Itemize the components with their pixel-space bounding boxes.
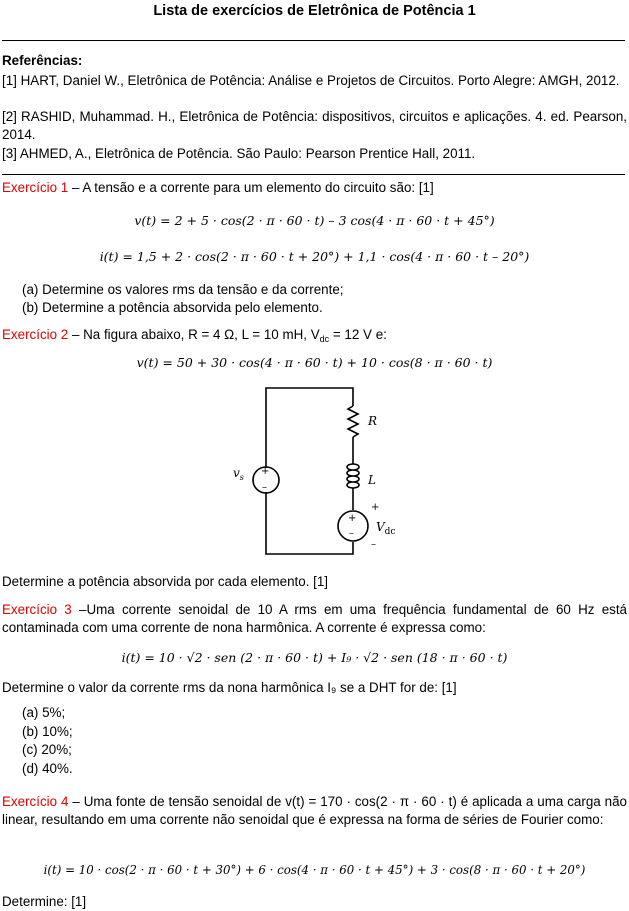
vs-minus-sign: –: [262, 482, 267, 493]
exercise-4-label: Exercício 4: [2, 794, 69, 809]
reference-2: [2] RASHID, Muhammad. H., Eletrônica de Potência: dispositivos, circuitos e aplicações. 4. ed. Pearson, 2014.: [2, 109, 627, 142]
exercise-1-text: – A tensão e a corrente para um elemento do circuito são: [1]: [68, 180, 434, 195]
exercise-4-text: – Uma fonte de tensão senoidal de v(t) = 170 · cos(2 · π · 60 · t) é aplicada a uma carga não linear, resultando em uma corrente não senoidal que é expressa na forma de séries de Fourier como:: [2, 794, 627, 827]
vdc-plus-sign: +: [371, 502, 380, 513]
references-divider: [2, 174, 625, 175]
exercise-3-item-a: (a) 5%;: [22, 705, 66, 720]
exercise-2-question: Determine a potência absorvida por cada elemento. [1]: [2, 574, 329, 589]
exercise-2-equation: v(t) = 50 + 30 · cos(4 · π · 60 · t) + 10 · cos(8 · π · 60 · t): [136, 355, 493, 370]
exercise-2-statement: Exercício 2 – Na figura abaixo, R = 4 Ω, L = 10 mH, $V_{dc} = 12$ V e:: [2, 327, 387, 344]
exercise-1-label: Exercício 1: [2, 180, 69, 195]
exercise-1-current-equation: i(t) = 1,5 + 2 · cos(2 · π · 60 · t + 20°) + 1,1 · cos(4 · π · 60 · t – 20°): [99, 249, 530, 264]
reference-3: [3] AHMED, A., Eletrônica de Potência. São Paulo: Pearson Prentice Hall, 2011.: [2, 146, 476, 161]
exercise-1-item-b: (b) Determine a potência absorvida pelo elemento.: [22, 300, 323, 315]
vdc-minus-sign: –: [371, 539, 376, 550]
page-title: Lista de exercícios de Eletrônica de Potência 1: [153, 3, 476, 19]
references-heading: Referências:: [2, 53, 83, 68]
exercise-3-statement: [2, 601, 627, 637]
exercise-3-item-d: (d) 40%.: [22, 761, 73, 776]
exercise-3-item-b: (b) 10%;: [22, 724, 73, 739]
vdc-label: $V_{dc}$: [376, 520, 396, 537]
exercise-1-item-a: (a) Determine os valores rms da tensão e da corrente;: [22, 282, 344, 297]
circuit-diagram: [225, 380, 425, 560]
vs-label: $v_s$: [233, 466, 244, 482]
exercise-1-voltage-equation: v(t) = 2 + 5 · cos(2 · π · 60 · t) – 3 cos(4 · π · 60 · t + 45°): [134, 213, 495, 228]
exercise-4-question: Determine: [1]: [2, 894, 87, 909]
exercise-3-text: –Uma corrente senoidal de 10 A rms em uma frequência fundamental de 60 Hz está contaminada com uma corrente de nona harmônica. A corrente é expressa como:: [2, 602, 628, 635]
exercise-3-question: Determine o valor da corrente rms da nona harmônica I₉ se a DHT for de: [1]: [2, 680, 457, 695]
exercise-4-equation: i(t) = 10 · cos(2 · π · 60 · t + 30°) + 6 · cos(4 · π · 60 · t + 45°) + 3 · cos(8 · π · 60 · t + 20°): [43, 863, 586, 877]
exercise-3-item-c: (c) 20%;: [22, 742, 72, 757]
top-divider: [2, 40, 625, 41]
resistor-label: R: [368, 414, 378, 428]
exercise-1-statement: [2, 179, 627, 197]
vdc-plus-inner: +: [348, 513, 357, 524]
inductor-label: L: [368, 473, 376, 487]
vdc-minus-inner: –: [349, 528, 354, 539]
exercise-3-equation: i(t) = 10 · √2 · sen (2 · π · 60 · t) + I₉ · √2 · sen (18 · π · 60 · t): [121, 650, 508, 665]
reference-1: [1] HART, Daniel W., Eletrônica de Potência: Análise e Projetos de Circuitos. Porto Alegre: AMGH, 2012.: [2, 73, 620, 88]
vs-plus-sign: +: [261, 466, 270, 477]
exercise-2-label: Exercício 2: [2, 327, 69, 342]
exercise-4-statement: [2, 793, 627, 829]
exercise-3-label: Exercício 3: [2, 602, 72, 617]
